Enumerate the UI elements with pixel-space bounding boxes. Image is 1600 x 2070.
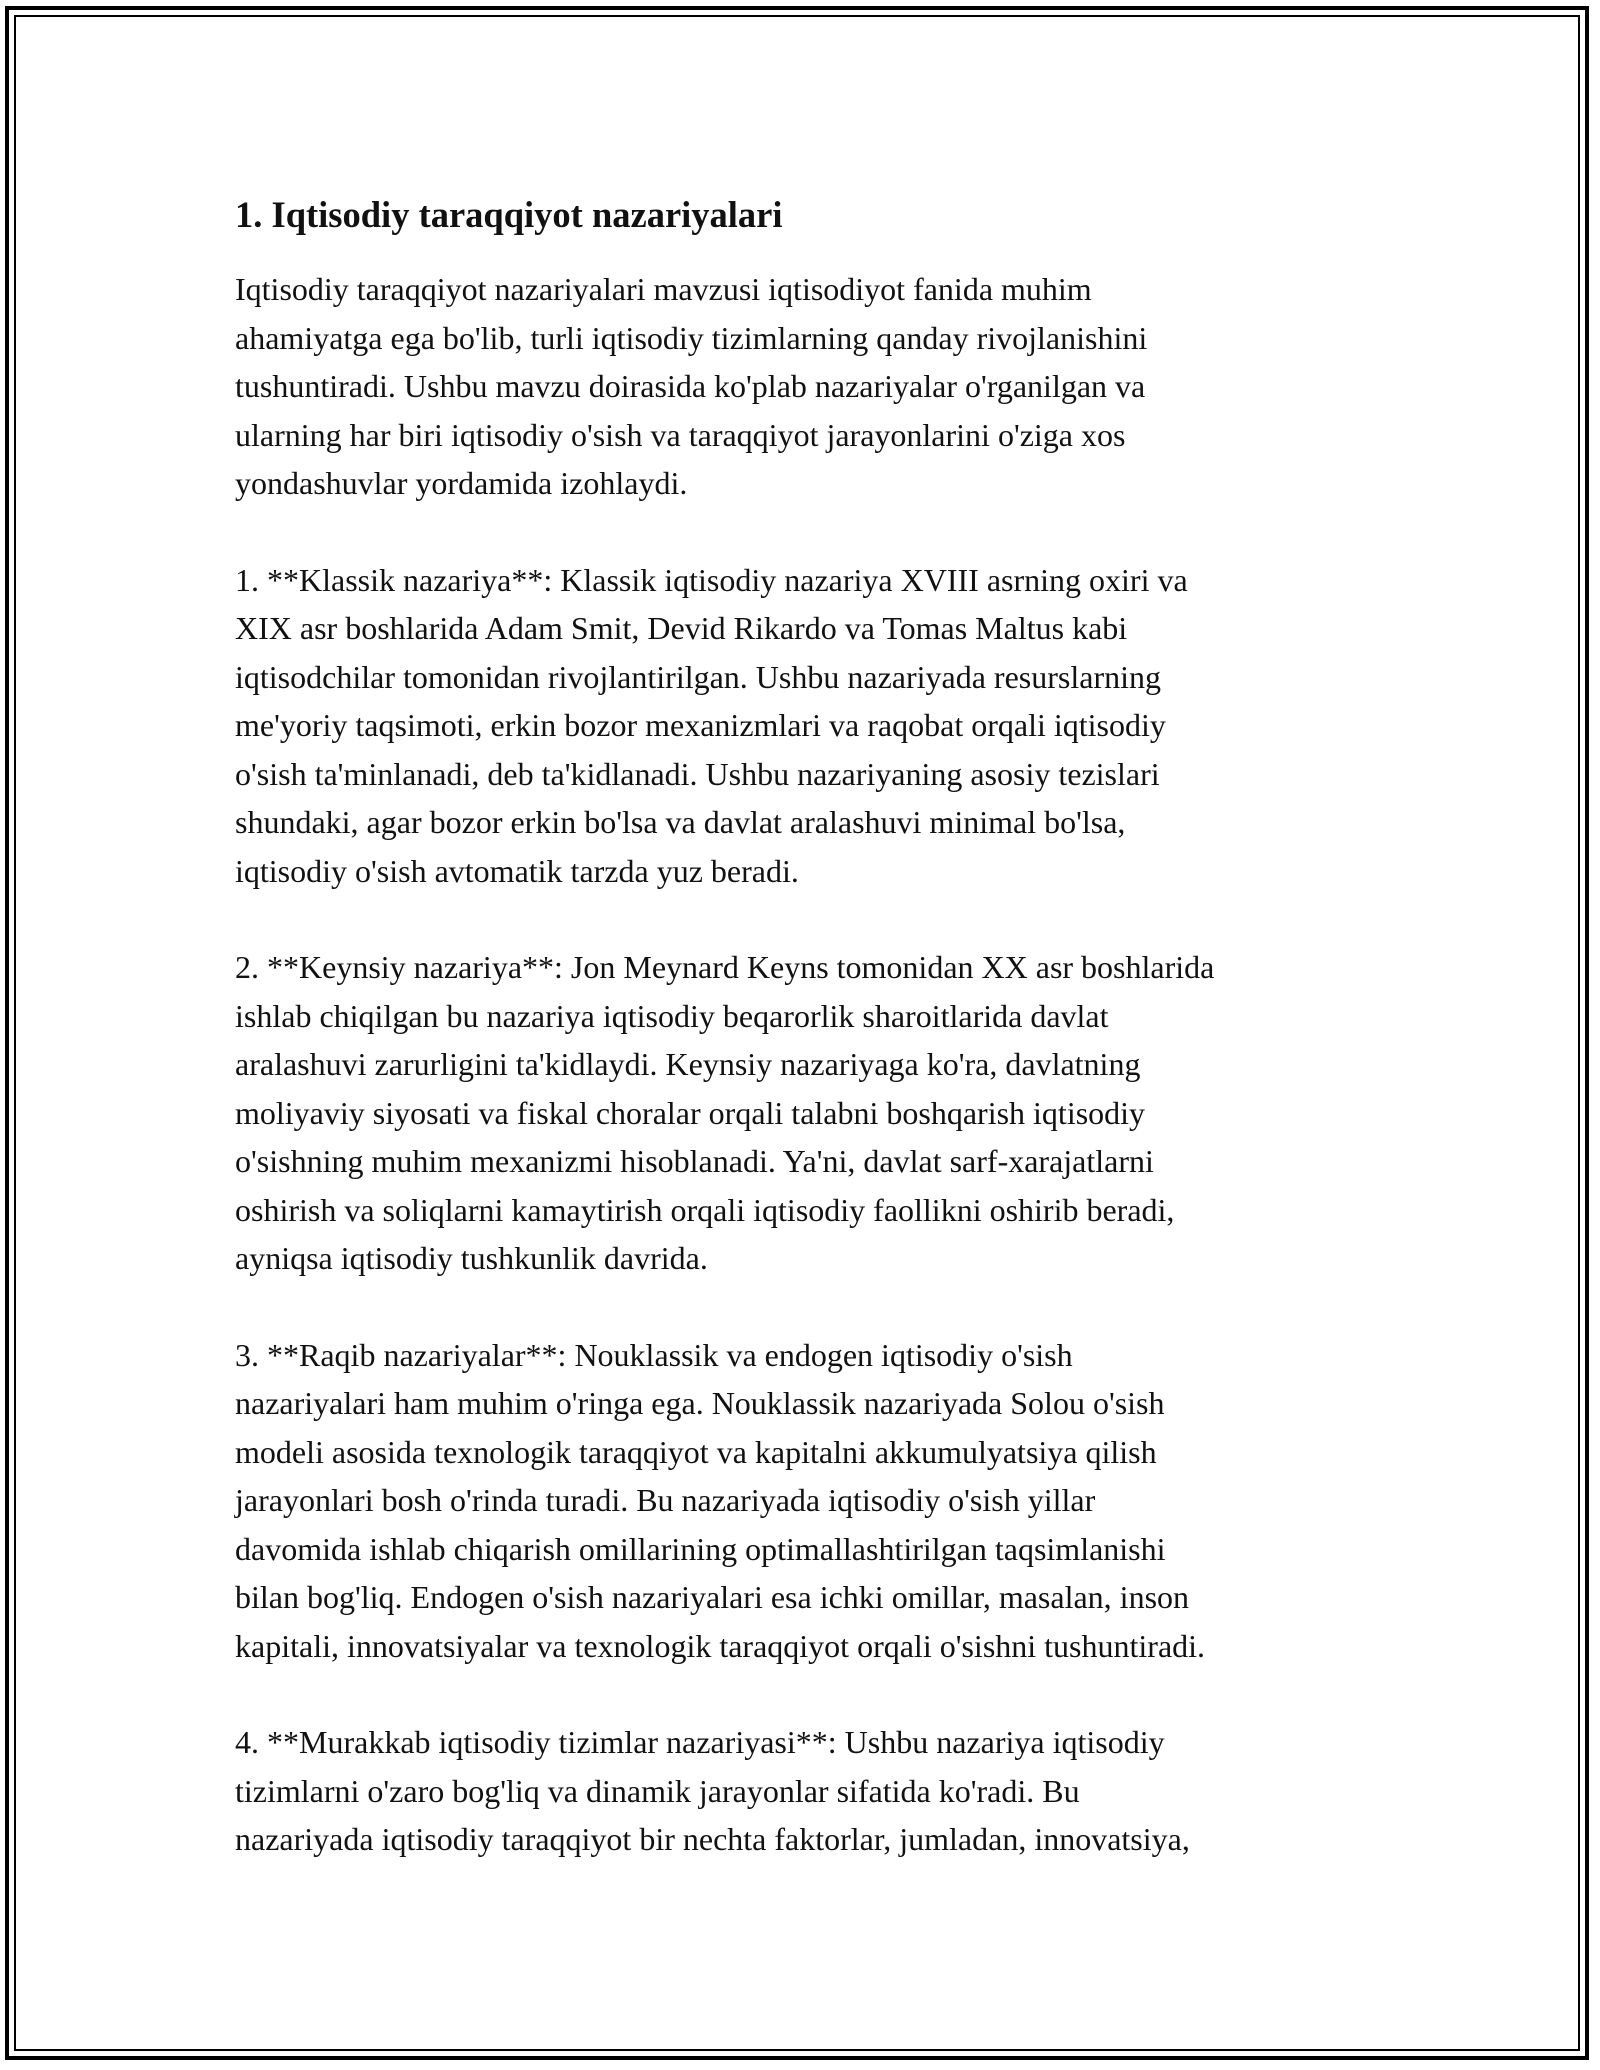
paragraph-intro: Iqtisodiy taraqqiyot nazariyalari mavzusi iqtisodiyot fanida muhim ahamiyatga ega bo'lib, turli iqtisodiy tizimlarning qanday rivojlanishini tushuntiradi. Ushbu mavzu doirasida ko'plab nazariyalar o'rganilgan va ularning har biri iqtisodiy o'sish va taraqqiyot jarayonlarini o'ziga xos yondashuvlar yordamida izohlaydi. [235,271,1148,501]
paragraph-keynesian-theory: 2. **Keynsiy nazariya**: Jon Meynard Keyns tomonidan XX asr boshlarida ishlab chiqilgan bu nazariya iqtisodiy beqarorlik sharoitlarida davlat aralashuvi zarurligini ta'kidlaydi. Keynsiy nazariyaga ko'ra, davlatning moliyaviy siyosati va fiskal choralar orqali talabni boshqarish iqtisodiy o'sishning muhim mexanizmi hisoblanadi. Ya'ni, davlat sarf-xarajatlarni oshirish va soliqlarni kamaytirish orqali iqtisodiy faollikni oshirib beradi, ayniqsa iqtisodiy tushkunlik davrida. [235,949,1215,1276]
paragraph-classical-theory: 1. **Klassik nazariya**: Klassik iqtisodiy nazariya XVIII asrning oxiri va XIX asr boshlarida Adam Smit, Devid Rikardo va Tomas Maltus kabi iqtisodchilar tomonidan rivojlantirilgan. Ushbu nazariyada resurslarning me'yoriy taqsimoti, erkin bozor mexanizmlari va raqobat orqali iqtisodiy o'sish ta'minlanadi, deb ta'kidlanadi. Ushbu nazariyaning asosiy tezislari shundaki, agar bozor erkin bo'lsa va davlat aralashuvi minimal bo'lsa, iqtisodiy o'sish avtomatik tarzda yuz beradi. [235,561,1188,889]
document-body [235,185,1375,1912]
paragraph-complex-systems-theory: 4. **Murakkab iqtisodiy tizimlar nazariyasi**: Ushbu nazariya iqtisodiy tizimlarni o'zaro bog'liq va dinamik jarayonlar sifatida ko'radi. Bu nazariyada iqtisodiy taraqqiyot bir nechta faktorlar, jumladan, innovatsiya, [235,1724,1190,1857]
document-heading: 1. Iqtisodiy taraqqiyot nazariyalari [235,194,783,235]
paragraph-rival-theories: 3. **Raqib nazariyalar**: Nouklassik va endogen iqtisodiy o'sish nazariyalari ham muhim o'ringa ega. Nouklassik nazariyada Solou o'sish modeli asosida texnologik taraqqiyot va kapitalni akkumulyatsiya qilish jarayonlari bosh o'rinda turadi. Bu nazariyada iqtisodiy o'sish yillar davomida ishlab chiqarish omillarining optimallashtirilgan taqsimlanishi bilan bog'liq. Endogen o'sish nazariyalari esa ichki omillar, masalan, inson kapitali, innovatsiyalar va texnologik taraqqiyot orqali o'sishni tushuntiradi. [235,1336,1206,1664]
